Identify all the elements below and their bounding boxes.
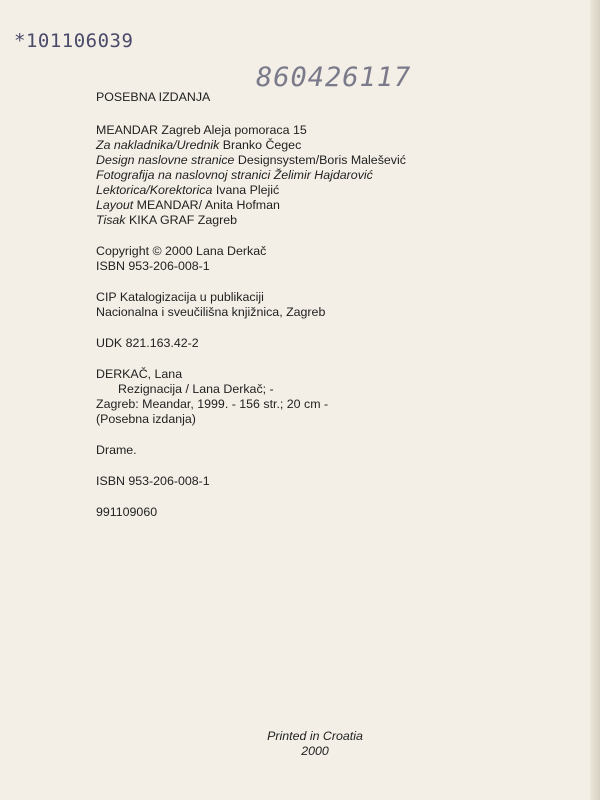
credit-name: Ivana Plejić [215, 183, 280, 197]
series-title: POSEBNA IZDANJA [96, 90, 211, 104]
imprint-content [96, 90, 516, 520]
print-footer [230, 729, 400, 759]
cip-note: Drame. [96, 443, 137, 457]
credit-name: Branko Čegec [222, 138, 302, 152]
page-edge [590, 0, 600, 800]
copyright-line: Copyright © 2000 Lana Derkač [96, 244, 267, 258]
publisher-address: MEANDAR Zagreb Aleja pomoraca 15 [96, 123, 307, 137]
print-year: 2000 [301, 744, 329, 758]
cip-title: Rezignacija / Lana Derkač; - [118, 382, 274, 396]
credit-cover-design [96, 153, 516, 168]
copyright-isbn: ISBN 953-206-008-1 [96, 259, 210, 273]
credit-layout [96, 198, 516, 213]
handwritten-inventory-number: *101106039 [14, 30, 134, 52]
credit-name: MEANDAR/ Anita Hofman [136, 198, 280, 212]
cip-record-number: 991109060 [96, 505, 158, 519]
credit-role: Design naslovne stranice [96, 153, 235, 167]
cip-author: DERKAČ, Lana [96, 367, 183, 381]
credit-name: KIKA GRAF Zagreb [128, 213, 238, 227]
credit-role: Lektorica/Korektorica [96, 183, 213, 197]
credit-role: Za nakladnika/Urednik [96, 138, 220, 152]
credit-name: Designsystem/Boris Malešević [237, 153, 406, 167]
cip-isbn: ISBN 953-206-008-1 [96, 474, 210, 488]
printed-in: Printed in Croatia [267, 729, 363, 743]
cip-library: Nacionalna i sveučilišna knjižnica, Zagreb [96, 305, 326, 319]
credit-print [96, 213, 516, 228]
cip-heading: CIP Katalogizacija u publikaciji [96, 290, 264, 304]
credit-editor [96, 138, 516, 153]
cip-udk: UDK 821.163.42-2 [96, 336, 199, 350]
credit-role: Tisak [96, 213, 126, 227]
credit-proofreader [96, 183, 516, 198]
cip-series: (Posebna izdanja) [96, 412, 196, 426]
cip-imprint: Zagreb: Meandar, 1999. - 156 str.; 20 cm - [96, 397, 329, 411]
credit-role: Layout [96, 198, 134, 212]
credit-photo [96, 168, 516, 183]
credit-role: Fotografija na naslovnoj stranici Želimir Hajdarović [96, 168, 373, 182]
handwritten-record-number: 860426117 [256, 62, 412, 93]
